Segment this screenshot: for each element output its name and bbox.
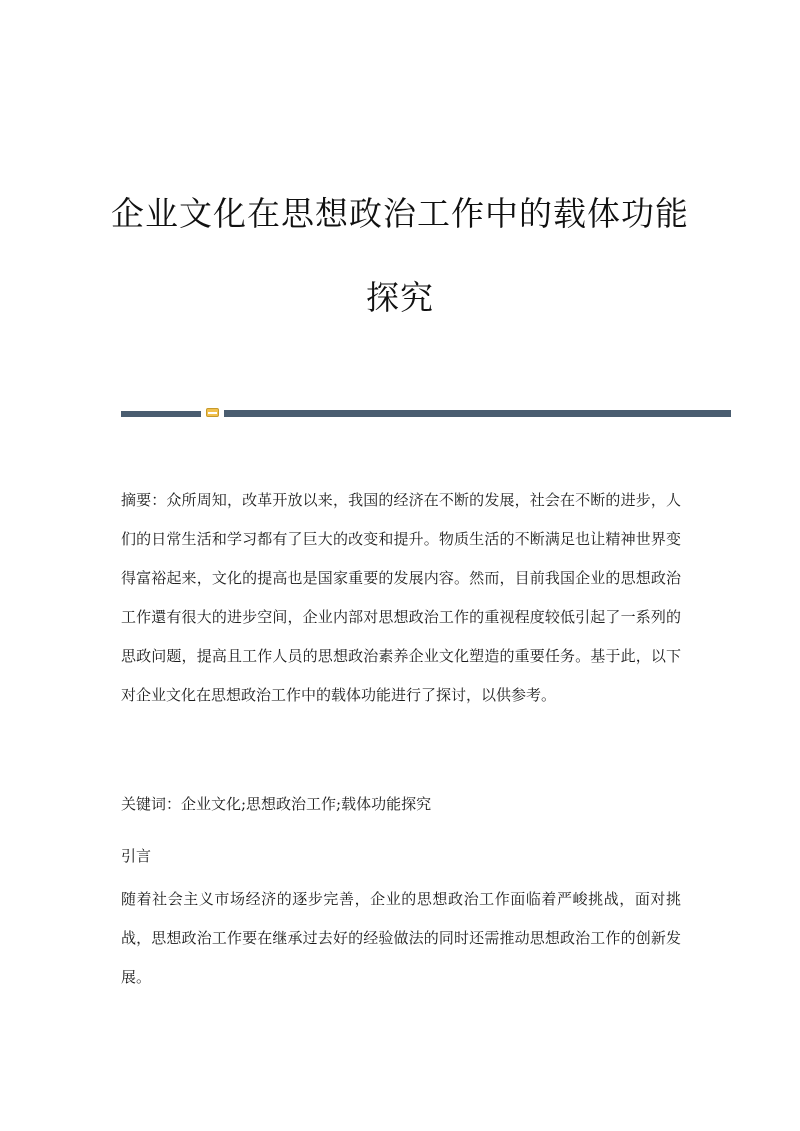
keywords-line: 关键词：企业文化;思想政治工作;载体功能探究 xyxy=(121,795,432,813)
divider-bar-left xyxy=(121,411,201,417)
divider-bar-right xyxy=(224,410,731,417)
divider-ornament-icon xyxy=(206,408,219,417)
document-title-line-2: 探究 xyxy=(366,278,434,317)
intro-paragraph: 随着社会主义市场经济的逐步完善，企业的思想政治工作面临着严峻挑战，面对挑战，思想政治工作要在继承过去好的经验做法的同时还需推动思想政治工作的创新发展。 xyxy=(121,890,681,986)
title-divider xyxy=(121,408,731,418)
abstract-paragraph: 摘要：众所周知，改革开放以来，我国的经济在不断的发展，社会在不断的进步，人们的日常生活和学习都有了巨大的改变和提升。物质生活的不断满足也让精神世界变得富裕起来，文化的提高也是国家重要的发展内容。然而，目前我国企业的思想政治工作還有很大的进步空间，企业内部对思想政治工作的重视程度较低引起了一系列的思政问题，提高且工作人员的思想政治素养企业文化塑造的重要任务。基于此，以下对企业文化在思想政治工作中的载体功能进行了探讨，以供参考。 xyxy=(121,491,681,704)
document-title-line-1: 企业文化在思想政治工作中的载体功能 xyxy=(111,194,689,233)
intro-heading: 引言 xyxy=(121,847,152,865)
